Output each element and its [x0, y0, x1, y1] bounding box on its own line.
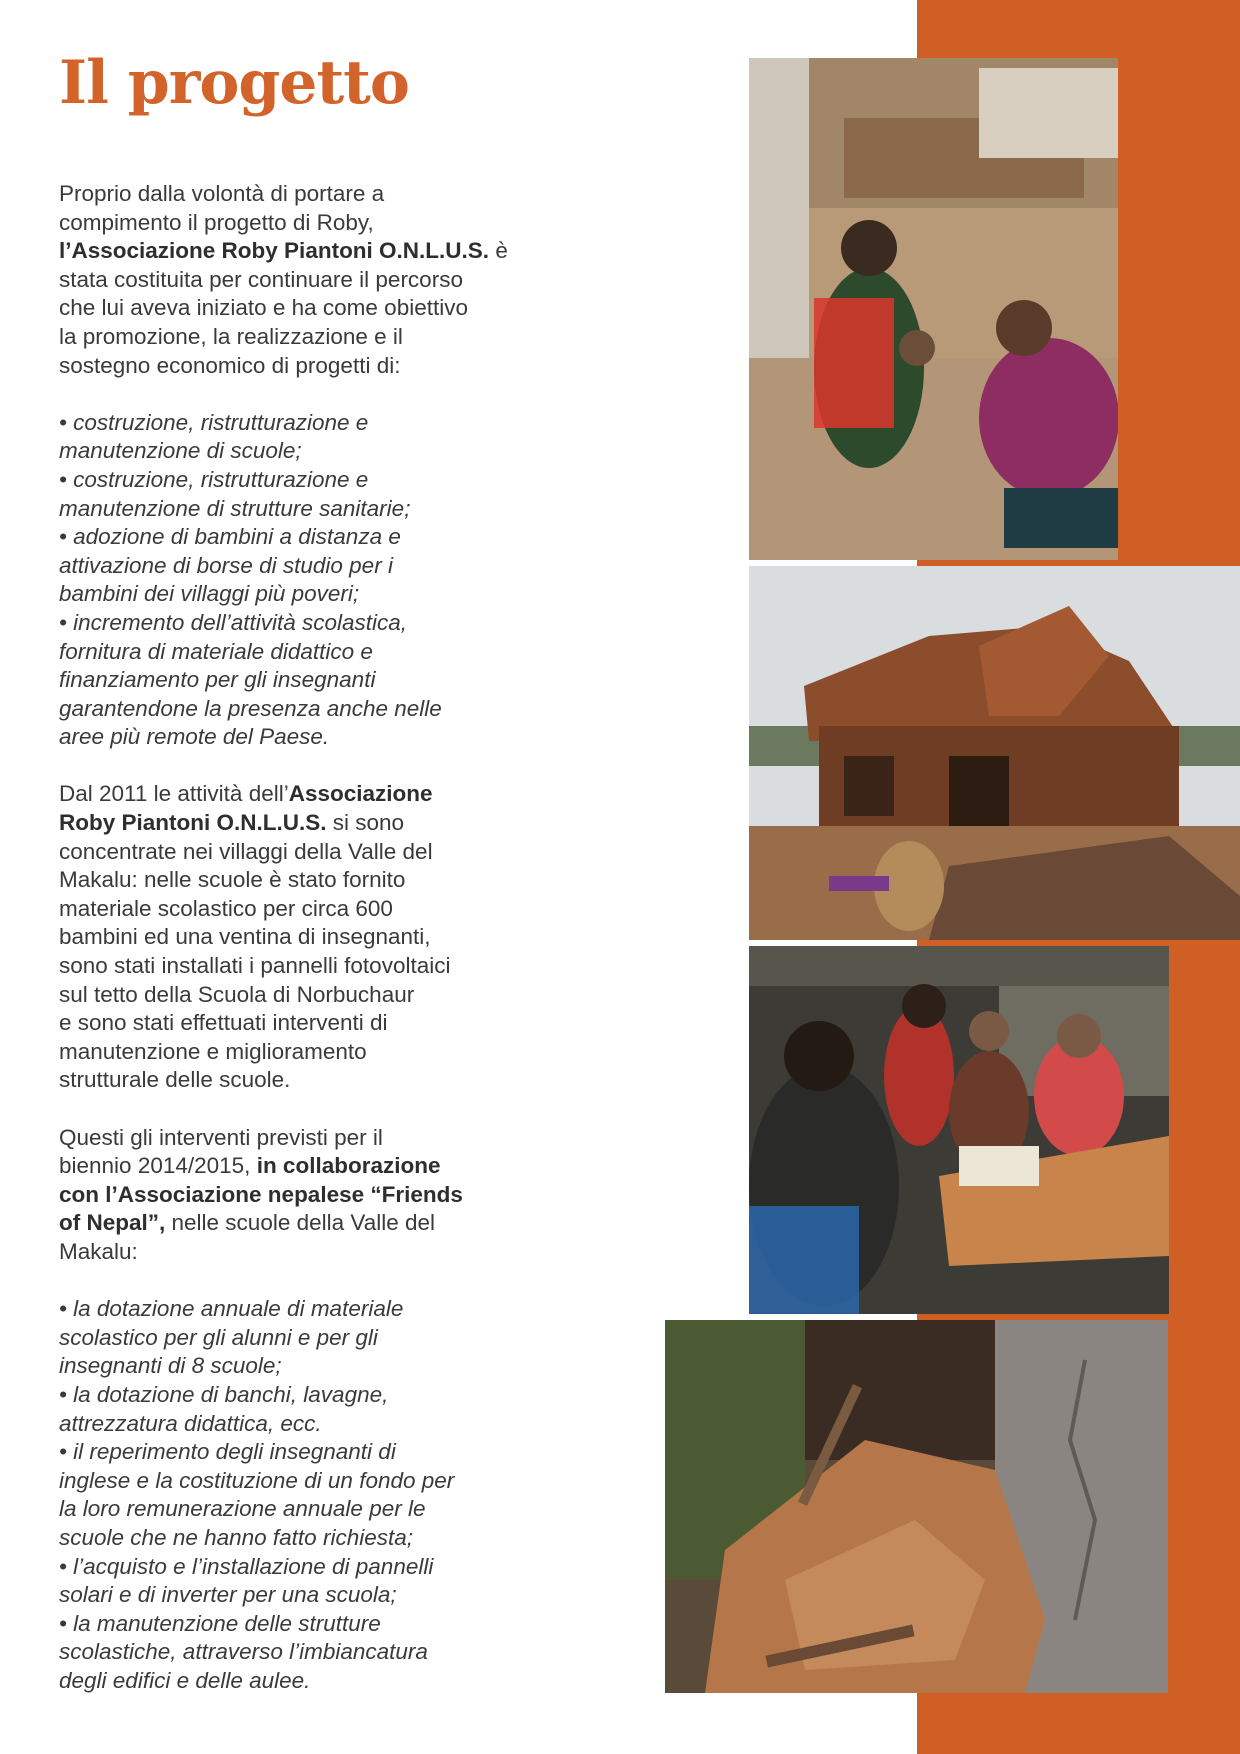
org-name: l’Associazione Roby Piantoni O.N.L.U.S.: [59, 238, 490, 264]
goal-item: • adozione di bambini a distanza e attivazione di borse di studio per i bambini dei villaggi più poveri;: [59, 524, 401, 607]
plan-item: • il reperimento degli insegnanti di inglese e la costituzione di un fondo per la loro remunerazione annuale per le scuole che ne hanno fatto richiesta;: [59, 1439, 455, 1550]
photo-health-check: [749, 946, 1169, 1314]
goals-list: [59, 409, 509, 752]
photo-medical-visit: [749, 58, 1118, 560]
plan-item: • la dotazione annuale di materiale scolastico per gli alunni e per gli insegnanti di 8 scuole;: [59, 1296, 404, 1379]
plans-paragraph: Questi gli interventi previsti per il biennio 2014/2015, in collaborazione con l’Associazione nepalese “Friends of Nepal”, nelle scuole della Valle del Makalu:: [59, 1124, 463, 1264]
plan-items-list: [59, 1295, 509, 1695]
goal-item: • incremento dell’attività scolastica, fornitura di materiale didattico e finanziamento per gli insegnanti garantendone la presenza anche nelle aree più remote del Paese.: [59, 609, 442, 750]
body-text-column: [59, 180, 509, 1695]
intro-paragraph: Proprio dalla volontà di portare a compimento il progetto di Roby, l’Associazione Roby Piantoni O.N.L.U.S. è stata costituita per continuare il percorso che lui aveva iniziato e ha come obiettivo la promozione, la realizzazione e il sostegno economico di progetti di:: [59, 181, 508, 378]
activities-lines: concentrate nei villaggi della Valle del Makalu: nelle scuole è stato fornito materiale scolastico per circa 600 bambini ed una ventina di insegnanti, sono stati installati i pannelli fotovoltaici sul tetto della Scuola di Norbuchaur e sono stati effettuati interventi di manutenzione e miglioramento strutturale delle scuole.: [59, 838, 451, 1093]
plan-item: • la manutenzione delle strutture scolastiche, attraverso l’imbiancatura degli edifici e delle aulee.: [59, 1610, 428, 1693]
photo-collapsed-wall: [665, 1320, 1168, 1693]
plan-item: • la dotazione di banchi, lavagne, attrezzatura didattica, ecc.: [59, 1381, 389, 1436]
goal-item: • costruzione, ristrutturazione e manutenzione di strutture sanitarie;: [59, 466, 411, 521]
page-title: Il progetto: [59, 48, 409, 118]
plan-item: • l’acquisto e l’installazione di pannelli solari e di inverter per una scuola;: [59, 1553, 434, 1608]
goal-item: • costruzione, ristrutturazione e manutenzione di scuole;: [59, 409, 369, 464]
activities-paragraph: Dal 2011 le attività dell’Associazione Roby Piantoni O.N.L.U.S. si sono concentrate nei villaggi della Valle del Makalu: nelle scuole è stato fornito materiale scolastico per circa 600 bambini ed una ventina di insegnanti, sono stati installati i pannelli fotovoltaici sul tetto della Scuola di Norbuchaur e sono stati effettuati interventi di manutenzione e miglioramento strutturale delle scuole.: [59, 781, 451, 1093]
photo-damaged-house: [749, 566, 1240, 940]
